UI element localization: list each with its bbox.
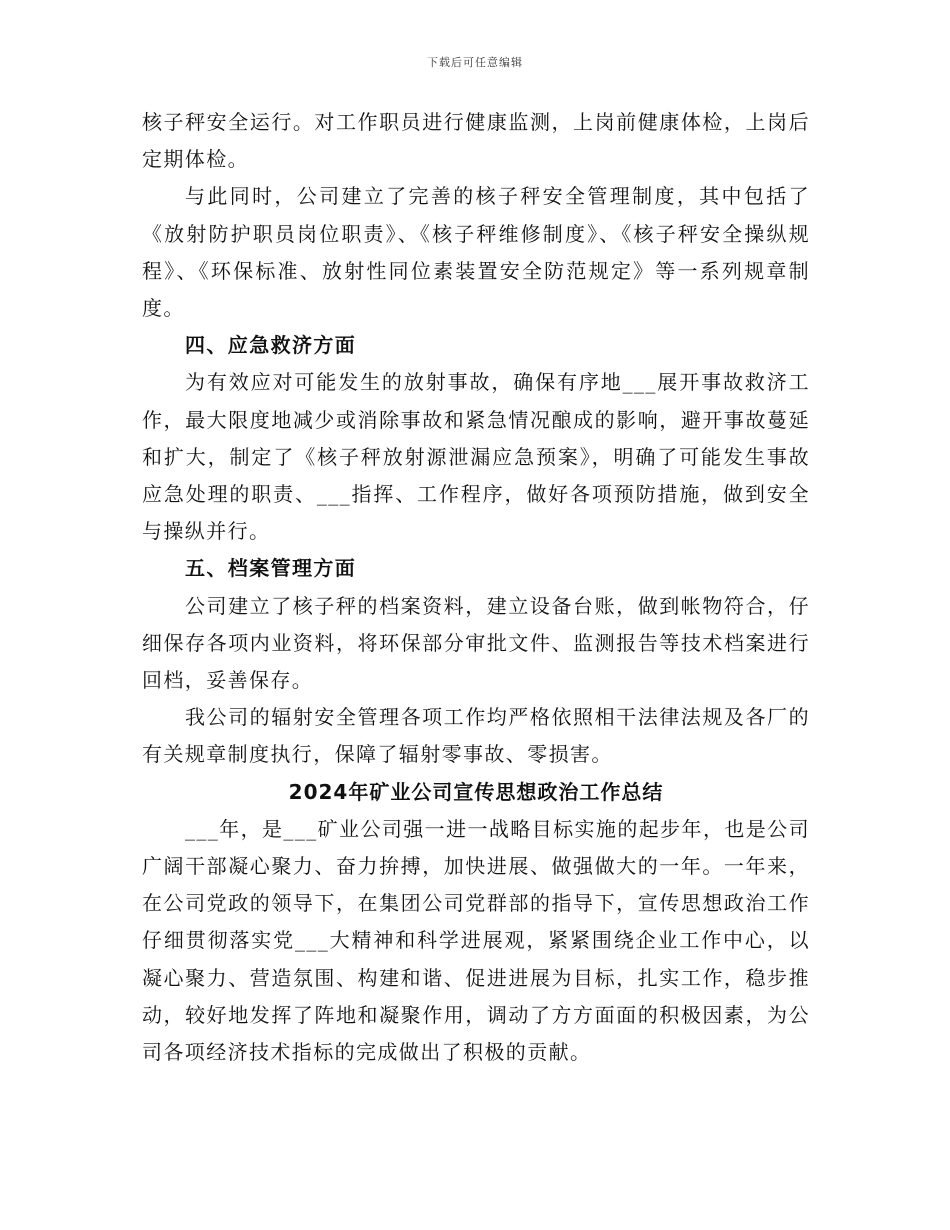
- section-heading-emergency-rescue: 四、应急救济方面: [185, 333, 357, 358]
- page-header-note: 下载后可任意编辑: [427, 56, 523, 69]
- paragraph-archive-management: 公司建立了核子秤的档案资料，建立设备台账，做到帐物符合，仔细保存各项内业资料，将环保部分审批文件、监测报告等技术档案进行回档，妥善保存。: [142, 593, 810, 693]
- document-title: 2024年矿业公司宣传思想政治工作总结: [288, 779, 664, 804]
- paragraph-emergency-rescue: 为有效应对可能发生的放射事故，确保有序地___展开事故救济工作，最大限度地减少或消除事故和紧急情况酿成的影响，避开事故蔓延和扩大，制定了《核子秤放射源泄漏应急预案》，明确了可能发生事故应急处理的职责、___指挥、工作程序，做好各项预防措施，做到安全与操纵并行。: [142, 370, 810, 544]
- paragraph-management-system: 与此同时，公司建立了完善的核子秤安全管理制度，其中包括了《放射防护职员岗位职责》、《核子秤维修制度》、《核子秤安全操纵规程》、《环保标准、放射性同位素装置安全防范规定》等一系列规章制度。: [142, 184, 810, 321]
- paragraph-radiation-safety-summary: 我公司的辐射安全管理各项工作均严格依照相干法律法规及各厂的有关规章制度执行，保障了辐射零事故、零损害。: [142, 705, 810, 767]
- paragraph-safety-operation: 核子秤安全运行。对工作职员进行健康监测，上岗前健康体检，上岗后定期体检。: [142, 110, 810, 172]
- section-heading-archive-management: 五、档案管理方面: [185, 556, 357, 581]
- paragraph-publicity-work-intro: ___年，是___矿业公司强一进一战略目标实施的起步年，也是公司广阔干部凝心聚力、奋力拚搏，加快进展、做强做大的一年。一年来，在公司党政的领导下，在集团公司党群部的指导下，宣传思想政治工作仔细贯彻落实党___大精神和科学进展观，紧紧围绕企业工作中心，以凝心聚力、营造氛围、构建和谐、促进进展为目标，扎实工作，稳步推动，较好地发挥了阵地和凝聚作用，调动了方方面面的积极因素，为公司各项经济技术指标的完成做出了积极的贡献。: [142, 816, 810, 1065]
- document-body: [142, 104, 810, 1071]
